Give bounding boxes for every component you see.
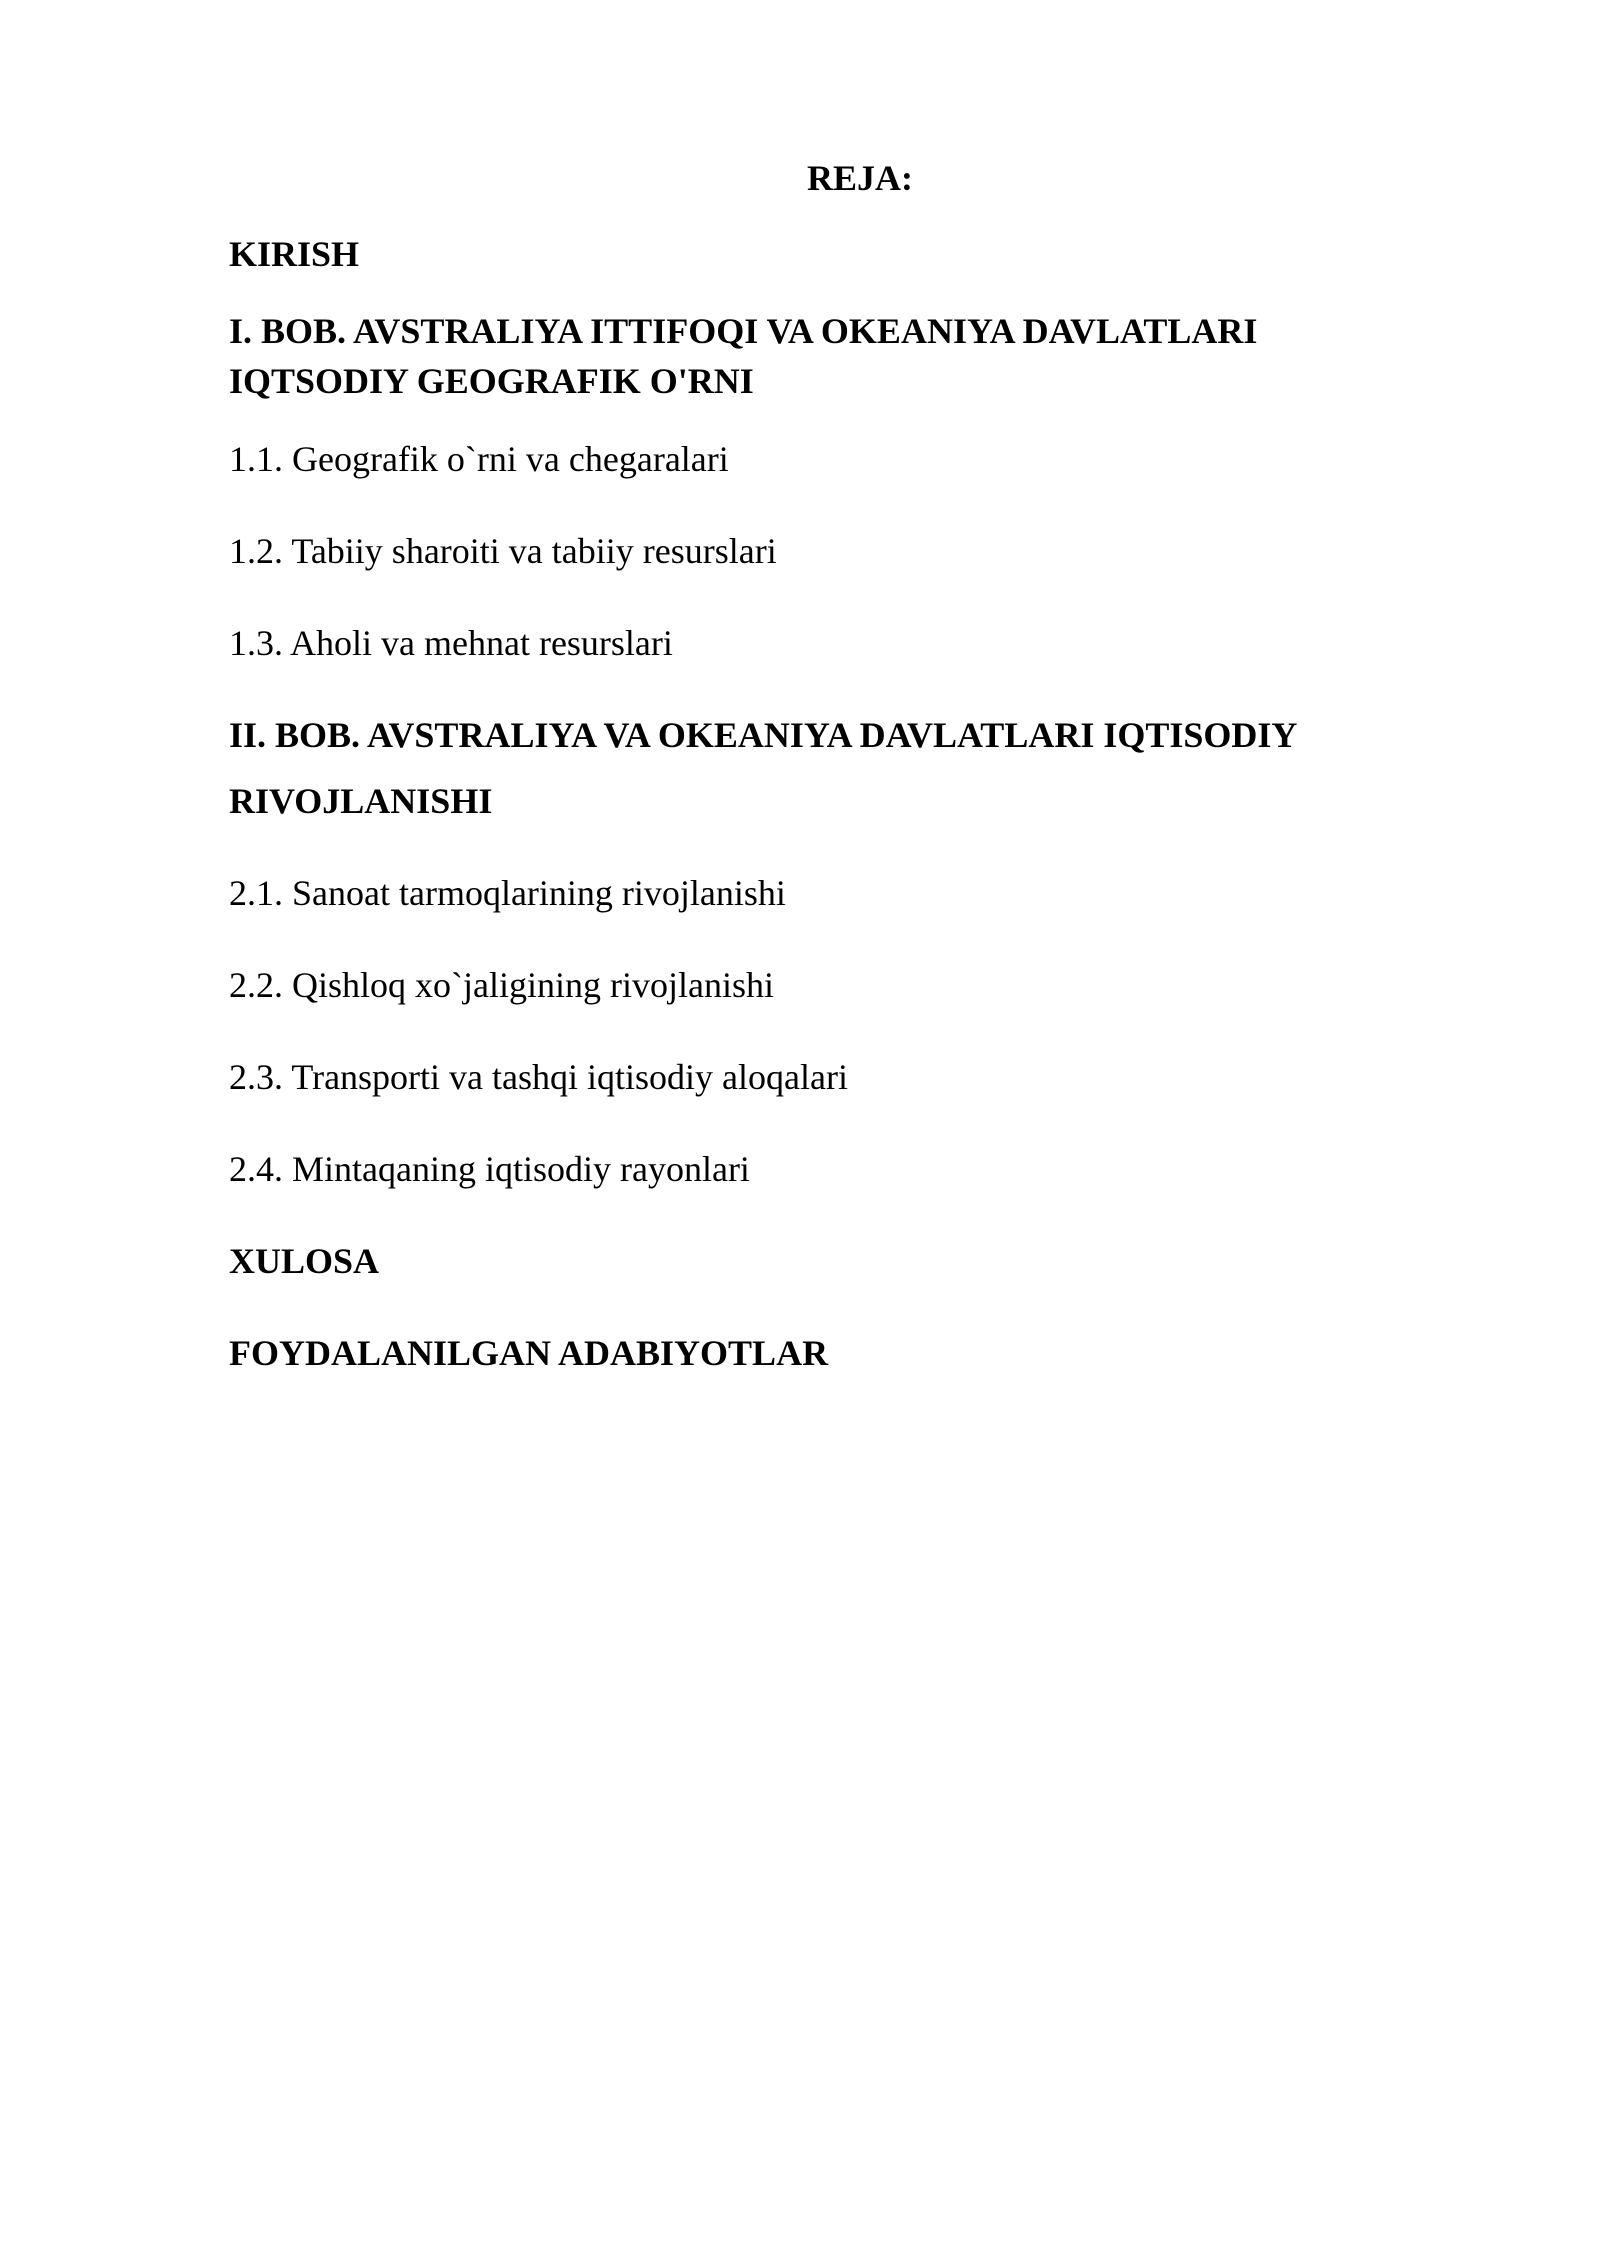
references-heading: FOYDALANILGAN ADABIYOTLAR [229, 1333, 829, 1373]
section-2-2: 2.2. Qishloq xo`jaligining rivojlanishi [229, 965, 774, 1005]
intro-heading: KIRISH [229, 234, 360, 274]
chapter1-heading-line2: IQTSODIY GEOGRAFIK O'RNI [229, 361, 754, 401]
section-1-3: 1.3. Aholi va mehnat resurslari [229, 623, 673, 663]
chapter1-heading-line1: I. BOB. AVSTRALIYA ITTIFOQI VA OKEANIYA DAVLATLARI [229, 311, 1258, 351]
section-1-2: 1.2. Tabiiy sharoiti va tabiiy resurslari [229, 531, 777, 571]
page-title: REJA: [807, 158, 913, 198]
section-1-1: 1.1. Geografik o`rni va chegaralari [229, 439, 729, 479]
chapter2-heading-line1: II. BOB. AVSTRALIYA VA OKEANIYA DAVLATLARI IQTISODIY [229, 715, 1298, 755]
conclusion-heading: XULOSA [229, 1241, 380, 1281]
chapter2-heading-line2: RIVOJLANISHI [229, 781, 493, 821]
section-2-1: 2.1. Sanoat tarmoqlarining rivojlanishi [229, 873, 786, 913]
section-2-3: 2.3. Transporti va tashqi iqtisodiy aloqalari [229, 1057, 848, 1097]
section-2-4: 2.4. Mintaqaning iqtisodiy rayonlari [229, 1149, 750, 1189]
